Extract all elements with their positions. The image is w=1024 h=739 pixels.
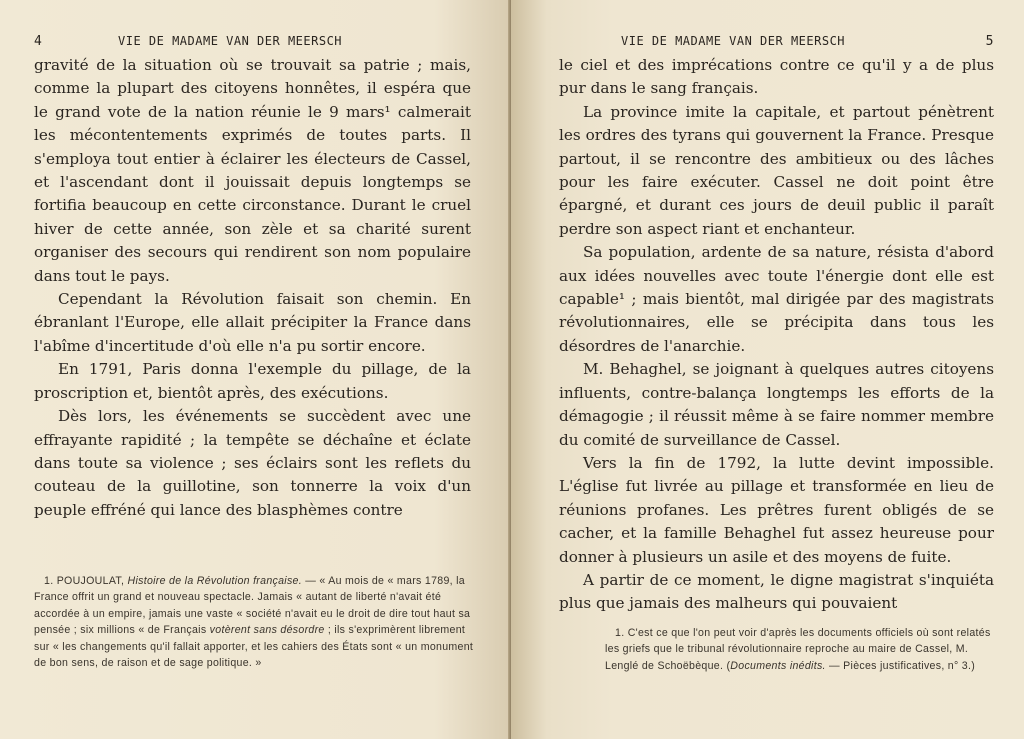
left-footnote-work-title: Histoire de la Révolution française.: [127, 575, 302, 587]
right-paragraph-6: A partir de ce moment, le digne magistrat s'inquiéta plus que jamais des malheurs qui pouvaient: [559, 570, 994, 613]
right-footnote-number: 1.: [615, 627, 625, 639]
left-footnote: [34, 573, 474, 671]
right-paragraph-4: M. Behaghel, se joignant à quelques autres citoyens influents, contre-balança longtemps les efforts de la démagogie ; il réussit même à se faire nommer membre du comité de surveillance de Cassel.: [559, 360, 994, 449]
left-page: [0, 0, 511, 739]
right-footnote: [605, 625, 995, 674]
left-paragraph-4: Dès lors, les événements se succèdent avec une effrayante rapidité ; la tempête se déchaîne et éclate dans toute sa violence ; ses éclairs sont les reflets du couteau de la guillotine, son tonnerre la voix d'un peuple effréné qui lance des blasphèmes contre: [34, 407, 471, 519]
right-footnote-text-1: C'est ce que l'on peut voir d'après les documents officiels où sont relatés les griefs que le tribunal révolutionnaire reproche au maire de Cassel, M. Lenglé de Schoëbèque. (: [605, 627, 991, 672]
right-page: [511, 0, 1024, 739]
left-paragraph-1: gravité de la situation où se trouvait sa patrie ; mais, comme la plupart des citoyens honnêtes, il espéra que le grand vote de la nation réunie le 9 mars¹ calmerait les mécontentements exprimés de toutes parts. Il s'employa tout entier à éclairer les électeurs de Cassel, et l'ascendant dont il jouissait depuis longtemps se fortifia beaucoup en cette circonstance. Durant le cruel hiver de cette année, son zèle et sa charité surent organiser des secours qui rendirent son nom populaire dans tout le pays.: [34, 56, 471, 285]
right-page-number: 5: [985, 34, 994, 49]
right-footnote-text-2: — Pièces justificatives, n° 3.): [825, 659, 976, 672]
left-running-head: [34, 34, 471, 54]
left-footnote-number: 1.: [44, 575, 54, 587]
right-running-head: [559, 34, 994, 54]
left-page-number: 4: [34, 34, 43, 49]
left-footnote-author: POUJOULAT,: [56, 575, 125, 587]
right-body-text: [559, 54, 994, 616]
right-paragraph-1: le ciel et des imprécations contre ce qu'il y a de plus pur dans le sang français.: [559, 56, 994, 98]
left-body-text: [34, 54, 471, 522]
right-footnote-emphasis: Documents inédits.: [730, 659, 826, 672]
right-paragraph-3: Sa population, ardente de sa nature, résista d'abord aux idées nouvelles avec toute l'énergie dont elle est capable¹ ; mais bientôt, mal dirigée par des magistrats révolutionnaires, elle se précipita dans tous les désordres de l'anarchie.: [559, 243, 994, 355]
left-footnote-emphasis: votèrent sans désordre: [209, 624, 325, 637]
left-footnote-text-1: — « Au mois de « mars 1789, la France offrit un grand et nouveau spectacle. Jamais « autant de liberté n'avait été accordée à un empire, jamais une vaste « société n'avait eu le droit de dire tout haut sa pensée ; six millions « de Français: [34, 575, 471, 637]
right-paragraph-2: La province imite la capitale, et partout pénètrent les ordres des tyrans qui gouvernent la France. Presque partout, il se rencontre des ambitieux ou des lâches pour les faire exécuter. Cassel ne doit point être épargné, et durant ces jours de deuil public il paraît perdre son aspect riant et enchanteur.: [559, 102, 994, 238]
left-paragraph-2: Cependant la Révolution faisait son chemin. En ébranlant l'Europe, elle allait précipiter la France dans l'abîme d'incertitude d'où elle n'a pu sortir encore.: [34, 290, 471, 355]
right-paragraph-5: Vers la fin de 1792, la lutte devint impossible. L'église fut livrée au pillage et transformée en lieu de réunions profanes. Les prêtres furent obligés de se cacher, et la famille Behaghel fut assez heureuse pour donner à plusieurs un asile et des moyens de fuite.: [559, 453, 994, 566]
right-running-title: VIE DE MADAME VAN DER MEERSCH: [621, 34, 846, 48]
left-running-title: VIE DE MADAME VAN DER MEERSCH: [118, 34, 343, 48]
left-paragraph-3: En 1791, Paris donna l'exemple du pillage, de la proscription et, bientôt après, des exécutions.: [34, 360, 471, 402]
left-footnote-text-2: ; ils s'exprimèrent librement sur « les changements qu'il fallait apporter, et les cahiers des États sont « un monument de bon sens, de raison et de sage politique. »: [34, 624, 474, 670]
